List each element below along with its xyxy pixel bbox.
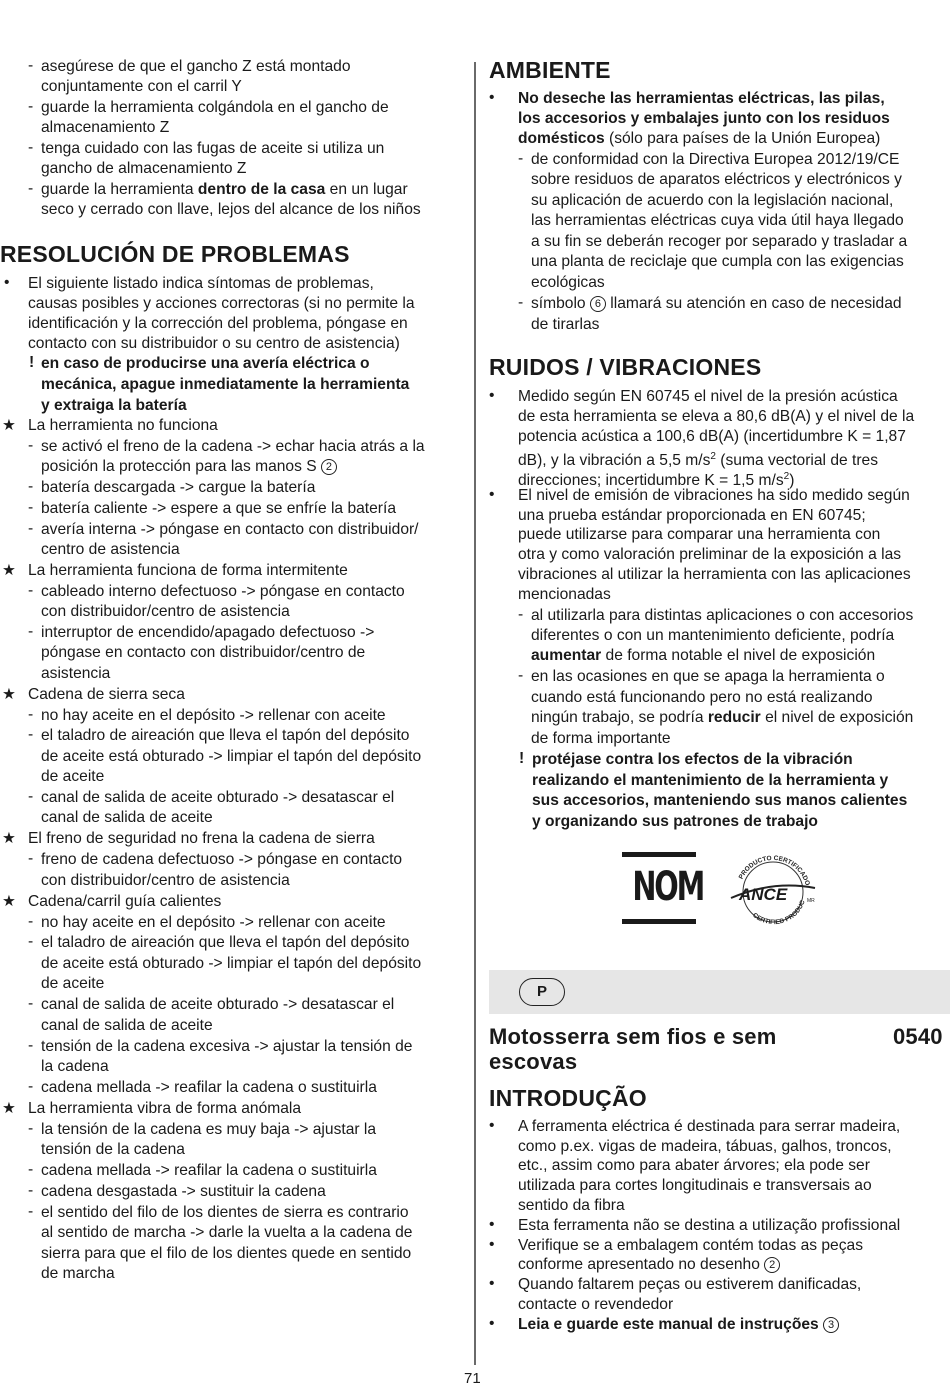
paragraph-line: utilizada para cortes longitudinais e transversais ao — [518, 1177, 872, 1194]
product-title: Motosserra sem fios e sem — [489, 1024, 777, 1049]
list-item: símbolo 6 llamará su atención en caso de necesidad — [531, 295, 902, 312]
list-item: de forma importante — [531, 730, 671, 747]
list-item: cadena mellada -> reafilar la cadena o sustituirla — [41, 1162, 377, 1179]
list-item: seco y cerrado con llave, lejos del alcance de los niños — [41, 201, 421, 218]
bullet-mark: • — [489, 1236, 495, 1253]
column-divider — [474, 62, 476, 1365]
symptom-title: Cadena/carril guía calientes — [28, 893, 222, 910]
star-icon: ★ — [2, 417, 16, 434]
dash-mark: - — [28, 98, 34, 115]
paragraph-line: otra y como valoración preliminar de la exposición a las — [518, 546, 902, 563]
paragraph-line: direcciones; incertidumbre K = 1,5 $m/s^2$) — [518, 471, 795, 490]
bullet-mark: • — [489, 1117, 495, 1134]
paragraph-line: causas posibles y acciones correctoras (si no permite la — [28, 295, 415, 312]
model-number: 0540 — [893, 1024, 943, 1049]
dash-mark: - — [28, 1203, 34, 1220]
dash-mark: - — [28, 726, 34, 743]
list-item: batería descargada -> cargue la batería — [41, 479, 316, 496]
list-item: de aceite está obturado -> limpiar el tapón del depósito — [41, 955, 422, 972]
star-icon: ★ — [2, 830, 16, 847]
list-item: con distribuidor/centro de asistencia — [41, 872, 290, 889]
dash-mark: - — [28, 1037, 34, 1054]
dash-mark: - — [518, 667, 524, 684]
list-item: el taladro de aireación que lleva el tapón del depósito — [41, 727, 410, 744]
paragraph-line: los accesorios y embalajes junto con los residuos — [518, 110, 890, 127]
dash-mark: - — [28, 1078, 34, 1095]
star-icon: ★ — [2, 686, 16, 703]
paragraph-line: Esta ferramenta não se destina a utilização profissional — [518, 1217, 901, 1234]
list-item: posición la protección para las manos S 2 — [41, 457, 337, 477]
list-item: canal de salida de aceite — [41, 809, 213, 826]
dash-mark: - — [518, 150, 524, 167]
dash-mark: - — [28, 582, 34, 599]
paragraph-line: de esta herramienta se eleva a 80,6 dB(A) y el nivel de la — [518, 408, 915, 425]
page-number: 71 — [464, 1370, 481, 1387]
symptom-title: La herramienta funciona de forma intermitente — [28, 562, 348, 579]
list-item: canal de salida de aceite — [41, 1017, 213, 1034]
warning-line: realizando el mantenimiento de la herramienta y — [532, 772, 889, 789]
section-heading: RESOLUCIÓN DE PROBLEMAS — [0, 241, 350, 267]
list-item: cadena mellada -> reafilar la cadena o sustituirla — [41, 1079, 377, 1096]
paragraph-line: mencionadas — [518, 586, 611, 603]
symptom-title: Cadena de sierra seca — [28, 686, 185, 703]
warning-line: sus accesorios, manteniendo sus manos calientes — [532, 792, 908, 809]
list-item: diferentes o con un mantenimiento deficiente, podría — [531, 627, 895, 644]
list-item: cableado interno defectuoso -> póngase en contacto — [41, 583, 405, 600]
paragraph-line: contacte o revendedor — [518, 1296, 674, 1313]
paragraph-line: puede utilizarse para comparar una herramienta con — [518, 526, 881, 543]
list-item: asegúrese de que el gancho Z está montado — [41, 58, 351, 75]
paragraph-line: El nivel de emisión de vibraciones ha sido medido según — [518, 487, 910, 504]
list-item: centro de asistencia — [41, 541, 180, 558]
list-item: al sentido de marcha -> darle la vuelta a la cadena de — [41, 1224, 413, 1241]
list-item: de tirarlas — [531, 316, 600, 333]
list-item: la cadena — [41, 1058, 109, 1075]
list-item: sierra para que el filo de los dientes quede en sentido — [41, 1245, 412, 1262]
list-item: de aceite está obturado -> limpiar el tapón del depósito — [41, 748, 422, 765]
dash-mark: - — [28, 520, 34, 537]
list-item: de marcha — [41, 1265, 115, 1282]
figure-ref-2-icon: 2 — [321, 459, 337, 475]
bullet-mark: • — [489, 1275, 495, 1292]
svg-text:CERTIFIED PRODUCT: CERTIFIED PRODUC — [751, 899, 807, 927]
list-item: sobre residuos de aparatos eléctricos y electrónicos y — [531, 171, 902, 188]
dash-mark: - — [28, 180, 34, 197]
list-item: el sentido del filo de los dientes de sierra es contrario — [41, 1204, 409, 1221]
dash-mark: - — [28, 788, 34, 805]
dash-mark: - — [28, 478, 34, 495]
list-item: freno de cadena defectuoso -> póngase en contacto — [41, 851, 403, 868]
paragraph-line: Verifique se a embalagem contém todas as peças — [518, 1237, 863, 1254]
list-item: ecológicas — [531, 274, 605, 291]
warning-line: en caso de producirse una avería eléctrica o — [41, 355, 370, 372]
list-item: cuando está funcionando pero no está realizando — [531, 689, 873, 706]
list-item: cadena desgastada -> sustituir la cadena — [41, 1183, 326, 1200]
paragraph-line: una prueba estándar proporcionada en EN 60745; — [518, 507, 866, 524]
dash-mark: - — [28, 933, 34, 950]
list-item: el taladro de aireación que lleva el tapón del depósito — [41, 934, 410, 951]
list-item: interruptor de encendido/apagado defectuoso -> — [41, 624, 375, 641]
list-item: asistencia — [41, 665, 111, 682]
warning-mark: ! — [519, 750, 525, 767]
list-item: avería interna -> póngase en contacto con distribuidor/ — [41, 521, 419, 538]
list-item: ningún trabajo, se podría reducir el nivel de exposición — [531, 709, 914, 726]
dash-mark: - — [28, 139, 34, 156]
list-item: gancho de almacenamiento Z — [41, 160, 247, 177]
dash-mark: - — [28, 57, 34, 74]
paragraph-line: como p.ex. vigas de madeira, tábuas, galhos, troncos, — [518, 1138, 892, 1155]
bullet-mark: • — [489, 1216, 495, 1233]
bullet-mark: • — [489, 387, 495, 404]
list-item: tensión de la cadena excesiva -> ajustar la tensión de — [41, 1038, 413, 1055]
paragraph-line: dB), y la vibración a 5,5 $m/s^2$ (suma vectorial de tres — [518, 451, 879, 470]
list-item: guarde la herramienta dentro de la casa en un lugar — [41, 181, 408, 198]
list-item: de aceite — [41, 768, 105, 785]
star-icon: ★ — [2, 562, 16, 579]
language-badge: P — [519, 978, 565, 1006]
list-item: su aplicación de acuerdo con la legislación nacional, — [531, 192, 894, 209]
svg-text:MR: MR — [807, 898, 815, 904]
dash-mark: - — [28, 995, 34, 1012]
list-item: batería caliente -> espere a que se enfríe la batería — [41, 500, 396, 517]
dash-mark: - — [28, 850, 34, 867]
figure-ref-6-icon: 6 — [590, 296, 606, 312]
language-bar — [489, 970, 950, 1014]
warning-line: protéjase contra los efectos de la vibración — [532, 751, 853, 768]
list-item: guarde la herramienta colgándola en el gancho de — [41, 99, 389, 116]
paragraph-line: El siguiente listado indica síntomas de problemas, — [28, 275, 374, 292]
product-title: escovas — [489, 1049, 578, 1074]
figure-ref-2-icon: 2 — [764, 1257, 780, 1273]
section-heading: RUIDOS / VIBRACIONES — [489, 354, 762, 380]
list-item: conjuntamente con el carril Y — [41, 78, 242, 95]
list-item: canal de salida de aceite obturado -> desatascar el — [41, 789, 395, 806]
list-item: canal de salida de aceite obturado -> desatascar el — [41, 996, 395, 1013]
star-icon: ★ — [2, 1100, 16, 1117]
ance-text: ANCE — [739, 885, 788, 904]
dash-mark: - — [518, 294, 524, 311]
dash-mark: - — [28, 499, 34, 516]
warning-line: mecánica, apague inmediatamente la herramienta — [41, 376, 410, 393]
symptom-title: La herramienta no funciona — [28, 417, 218, 434]
paragraph-line: sentido da fibra — [518, 1197, 625, 1214]
list-item: tenga cuidado con las fugas de aceite si utiliza un — [41, 140, 385, 157]
paragraph-line: contacto con su distribuidor o su centro de asistencia) — [28, 335, 400, 352]
list-item: en las ocasiones en que se apaga la herramienta o — [531, 668, 885, 685]
paragraph-line: Quando faltarem peças ou estiverem danificadas, — [518, 1276, 862, 1293]
paragraph-line: etc., assim como para abater árvores; ela pode ser — [518, 1157, 870, 1174]
figure-ref-3-icon: 3 — [823, 1317, 839, 1333]
ance-certified-logo — [725, 850, 821, 930]
list-item: de aceite — [41, 975, 105, 992]
paragraph-line: identificación y la corrección del problema, póngase en — [28, 315, 408, 332]
dash-mark: - — [28, 437, 34, 454]
bullet-mark: • — [489, 89, 495, 106]
dash-mark: - — [28, 623, 34, 640]
section-heading: AMBIENTE — [489, 57, 611, 83]
bullet-mark: • — [489, 1315, 495, 1332]
paragraph-line: potencia acústica a 100,6 dB(A) (incertidumbre K = 1,87 — [518, 428, 906, 445]
list-item: de conformidad con la Directiva Europea 2012/19/CE — [531, 151, 900, 168]
list-item: no hay aceite en el depósito -> rellenar con aceite — [41, 707, 386, 724]
svg-text:PRODUCTO CERTIFICADO: PRODUCTO CERTIFICADO — [737, 854, 811, 887]
paragraph-line: Leia e guarde este manual de instruções 3 — [518, 1315, 839, 1335]
paragraph-line: No deseche las herramientas eléctricas, las pilas, — [518, 90, 885, 107]
dash-mark: - — [28, 913, 34, 930]
list-item: una planta de reciclaje que cumpla con las exigencias — [531, 253, 904, 270]
list-item: al utilizarla para distintas aplicaciones o con accesorios — [531, 607, 914, 624]
star-icon: ★ — [2, 893, 16, 910]
warning-line: y organizando sus patrones de trabajo — [532, 813, 818, 830]
list-item: con distribuidor/centro de asistencia — [41, 603, 290, 620]
ance-seal-icon — [725, 850, 821, 930]
dash-mark: - — [28, 706, 34, 723]
list-item: las herramientas eléctricas cuya vida útil haya llegado — [531, 212, 904, 229]
nom-logo: NOM — [622, 852, 696, 924]
list-item: póngase en contacto con distribuidor/centro de — [41, 644, 366, 661]
dash-mark: - — [518, 606, 524, 623]
list-item: aumentar de forma notable el nivel de exposición — [531, 647, 876, 664]
dash-mark: - — [28, 1120, 34, 1137]
list-item: la tensión de la cadena es muy baja -> ajustar la — [41, 1121, 377, 1138]
list-item: almacenamiento Z — [41, 119, 170, 136]
symptom-title: La herramienta vibra de forma anómala — [28, 1100, 302, 1117]
bullet-mark: • — [489, 486, 495, 503]
paragraph-line: Medido según EN 60745 el nivel de la presión acústica — [518, 388, 898, 405]
paragraph-line: domésticos (sólo para países de la Unión Europea) — [518, 130, 881, 147]
warning-line: y extraiga la batería — [41, 397, 187, 414]
paragraph-line: vibraciones al utilizar la herramienta con las aplicaciones — [518, 566, 911, 583]
symptom-title: El freno de seguridad no frena la cadena de sierra — [28, 830, 375, 847]
paragraph-line: A ferramenta eléctrica é destinada para serrar madeira, — [518, 1118, 901, 1135]
dash-mark: - — [28, 1161, 34, 1178]
bullet-mark: • — [4, 274, 10, 291]
list-item: no hay aceite en el depósito -> rellenar con aceite — [41, 914, 386, 931]
list-item: se activó el freno de la cadena -> echar hacia atrás a la — [41, 438, 425, 455]
list-item: tensión de la cadena — [41, 1141, 185, 1158]
warning-mark: ! — [29, 354, 35, 371]
dash-mark: - — [28, 1182, 34, 1199]
section-heading: INTRODUÇÃO — [489, 1085, 647, 1111]
paragraph-line: conforme apresentado no desenho 2 — [518, 1255, 780, 1275]
list-item: a su fin se deberán recoger por separado y trasladar a — [531, 233, 908, 250]
